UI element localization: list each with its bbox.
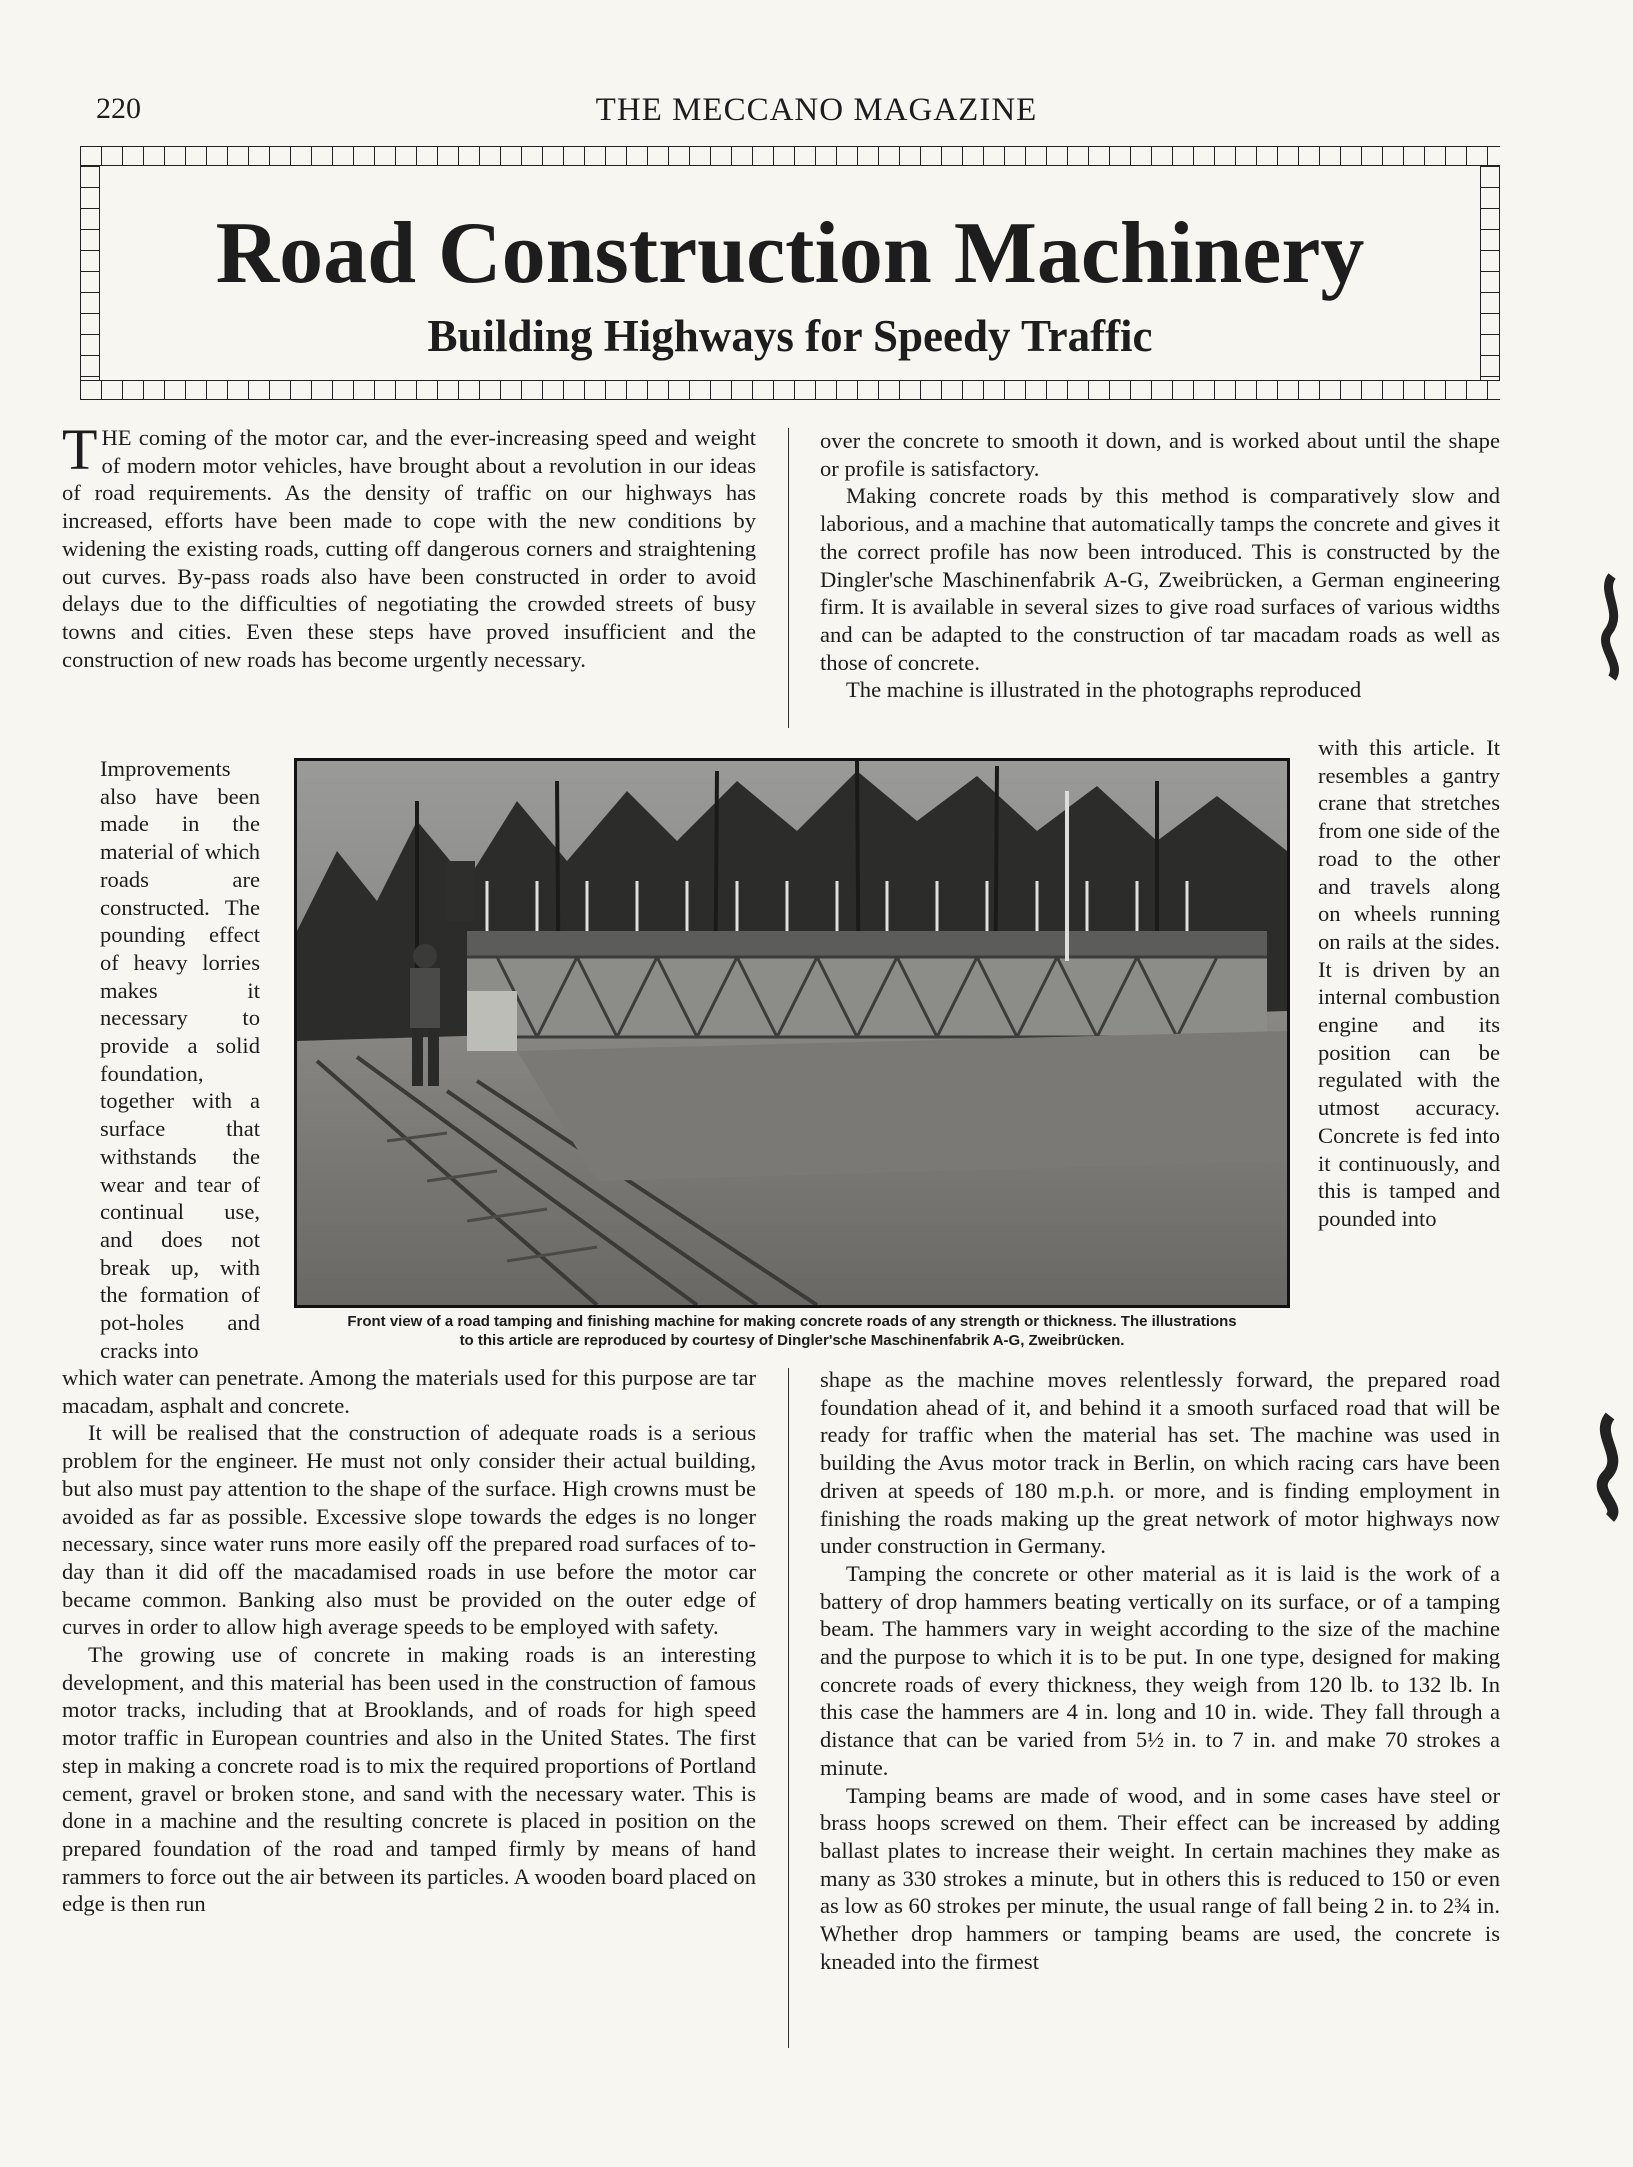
paragraph: over the concrete to smooth it down, and is worked about until the shape or profile is satisfactory. [820, 428, 1500, 481]
binding-hole-mark-top [1594, 572, 1630, 682]
col2-narrow-text [1318, 734, 1500, 1233]
running-head [0, 92, 1633, 132]
col1-bottom-text [62, 1364, 756, 1918]
magazine-title: THE MECCANO MAGAZINE [595, 92, 1038, 128]
photo-illustration [297, 761, 1287, 1305]
photo-caption [292, 1312, 1292, 1350]
drop-cap: T [62, 417, 98, 482]
decorative-border-bottom [80, 380, 1500, 400]
paragraph: It will be realised that the construction of adequate roads is a serious problem for the engineer. He must not only consider their actual building, but also must pay attention to the shape of the surface. High crowns must be avoided as far as possible. Excessive slope towards the edges is no longer necessary, since water runs more easily off the prepared road surfaces of to-day than it did off the macadamised roads in use before the motor car became common. Banking also must be provided on the outer edge of curves in order to allow high average speeds to be employed with safety. [62, 1420, 756, 1640]
paragraph-text: HE coming of the motor car, and the ever-increasing speed and weight of modern motor vehicles, have brought about a revolution in our ideas of road requirements. As the density of traffic on our highways has increased, efforts have been made to cope with the new conditions by widening the existing roads, cutting off dangerous corners and straightening out curves. By-pass roads also have been constructed in order to avoid delays due to the difficulties of negotiating the crowded streets of busy towns and cities. Even these steps have proved insufficient and the construction of new roads has become urgently necessary. [62, 425, 756, 672]
paragraph: Tamping the concrete or other material as it is laid is the work of a battery of drop hammers beating vertically on its surface, or of a tamping beam. The hammers vary in weight according to the size of the machine and the purpose to which it is to be put. In one type, designed for making concrete roads of every thickness, they weigh from 120 lb. to 132 lb. In this case the hammers are 4 in. long and 10 in. wide. They fall through a distance that can be varied from 5½ in. to 7 in. and make 70 strokes a minute. [820, 1560, 1500, 1780]
paragraph: which water can penetrate. Among the materials used for this purpose are tar macadam, asphalt and concrete. [62, 1365, 756, 1418]
column-rule-bottom [788, 1368, 789, 2048]
binding-hole-mark-bottom [1586, 1412, 1632, 1522]
paragraph: Tamping beams are made of wood, and in some cases have steel or brass hoops screwed on them. Their effect can be increased by adding ballast plates to increase their weight. In certain machines they make as many as 330 strokes a minute, but in others this is reduced to 150 or even as low as 60 strokes per minute, the usual range of fall being 2 in. to 2¾ in. Whether drop hammers or tamping beams are used, the concrete is kneaded into the firmest [820, 1782, 1500, 1974]
article-subtitle: Building Highways for Speedy Traffic [427, 311, 1153, 361]
page-number: 220 [96, 92, 141, 125]
paragraph: The machine is illustrated in the photographs reproduced [846, 677, 1362, 703]
title-box [80, 146, 1500, 400]
paragraph: with this article. It resembles a gantry crane that stretches from one side of the road to the other and travels along on wheels running on rails at the sides. It is driven by an internal combustion engine and its position can be regulated with the utmost accuracy. Concrete is fed into it continuously, and this is tamped and pounded into [1318, 735, 1500, 1231]
machine-photograph [294, 758, 1290, 1308]
caption-line-1: Front view of a road tamping and finishing machine for making concrete roads of any strength or thickness. The illustrations [347, 1313, 1237, 1330]
col1-narrow-text [100, 755, 260, 1364]
opening-paragraph [62, 417, 756, 673]
col2-bottom-text [820, 1366, 1500, 1975]
paragraph: The growing use of concrete in making roads is an interesting development, and this material has been used in the construction of famous motor tracks, including that at Brooklands, and of roads for high speed motor traffic in European countries and also in the United States. The first step in making a concrete road is to mix the required proportions of Portland cement, gravel or broken stone, and sand with the necessary water. This is done in a machine and the resulting concrete is placed in position on the prepared foundation of the road and tamped firmly by means of hand rammers to force out the air between its particles. A wooden board placed on edge is then run [62, 1642, 756, 1917]
paragraph: Improvements also have been made in the material of which roads are constructed. The pounding effect of heavy lorries makes it necessary to provide a solid foundation, together with a surface that withstands the wear and tear of continual use, and does not break up, with the formation of pot-holes and cracks into [100, 756, 260, 1363]
article-title: Road Construction Machinery [215, 205, 1365, 302]
caption-line-2: to this article are reproduced by courtesy of Dingler'sche Maschinenfabrik A-G, Zweibrücken. [459, 1332, 1125, 1349]
column-rule-top [788, 428, 789, 728]
paragraph: shape as the machine moves relentlessly forward, the prepared road foundation ahead of it, and behind it a smooth surfaced road that will be ready for traffic when the material has set. The machine was used in building the Avus motor track in Berlin, on which racing cars have been driven at speeds of 180 m.p.h. or more, and is finding employment in finishing the roads making up the great network of motor highways now under construction in Germany. [820, 1367, 1500, 1559]
col1-top-text [62, 417, 756, 673]
col2-top-text [820, 427, 1500, 704]
decorative-border-top [80, 146, 1500, 166]
paragraph: Making concrete roads by this method is comparatively slow and laborious, and a machine that automatically tamps the concrete and gives it the correct profile has now been introduced. This is constructed by the Dingler'sche Maschinenfabrik A-G, Zweibrücken, a German engineering firm. It is available in several sizes to give road surfaces of various widths and can be adapted to the construction of tar macadam roads as well as those of concrete. [820, 483, 1500, 675]
